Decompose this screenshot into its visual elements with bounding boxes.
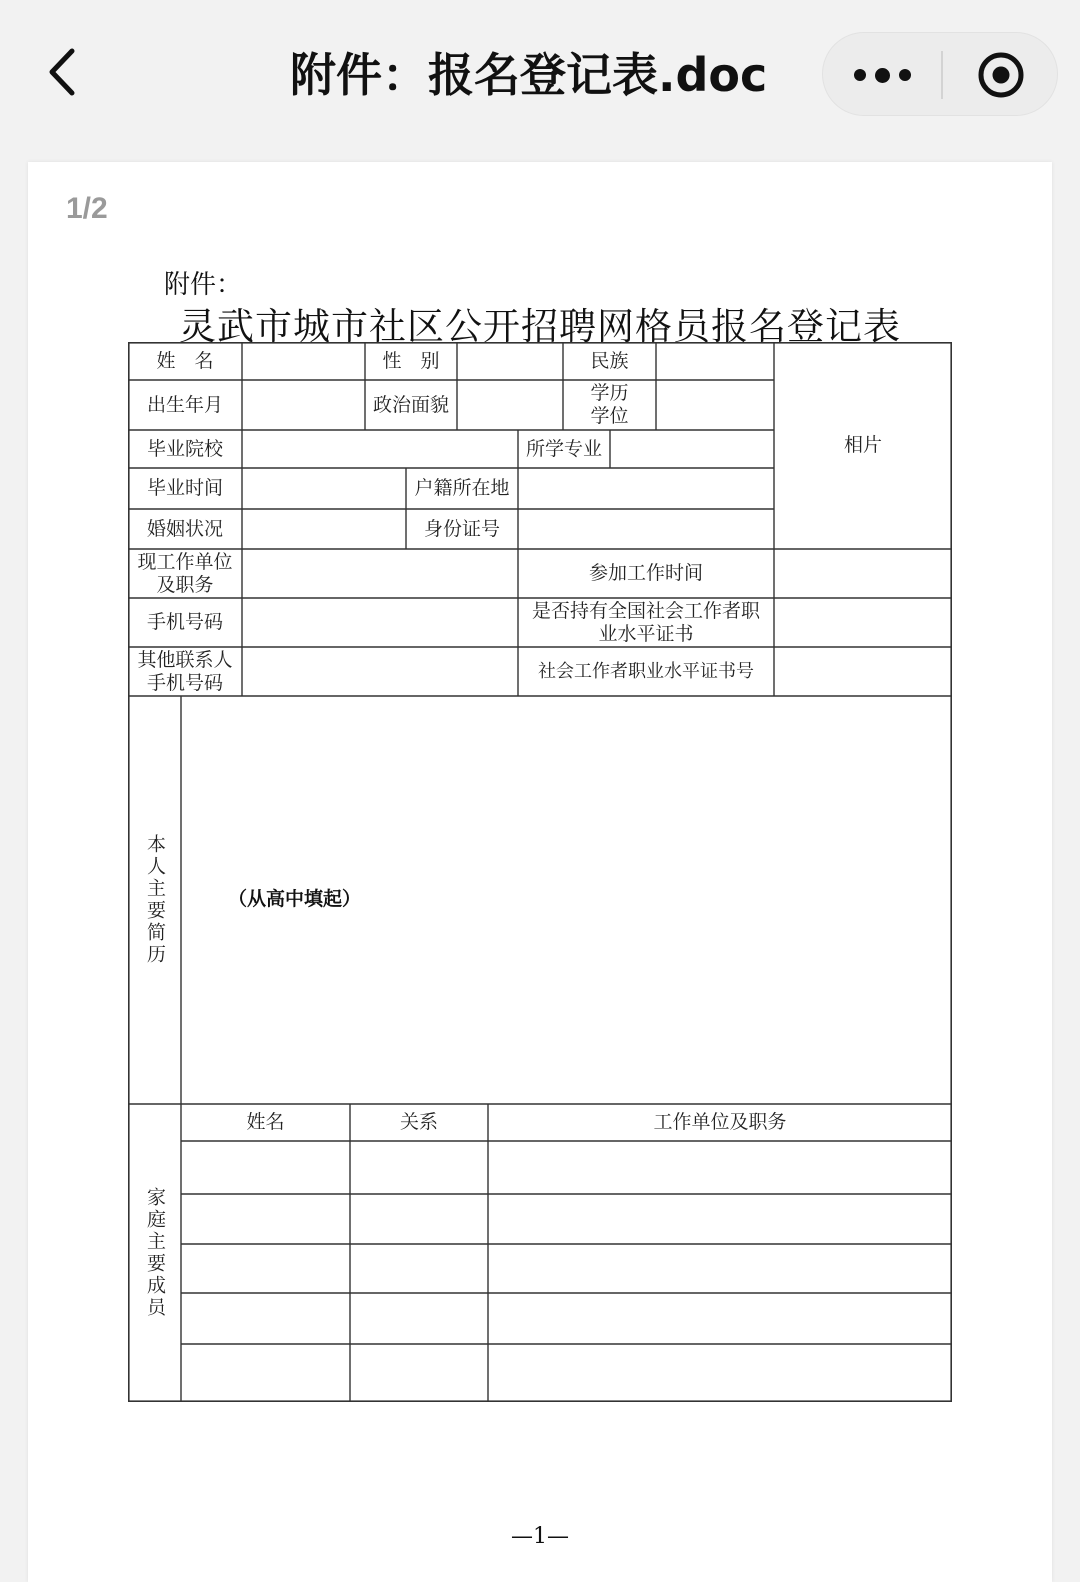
label-birth: 出生年月 — [146, 393, 223, 416]
photo-box[interactable]: 相片 — [843, 434, 882, 456]
resume-label-text: 本人主要简历 — [144, 834, 166, 966]
label-household: 户籍所在地 — [414, 477, 510, 499]
mini-program-capsule — [822, 32, 1058, 116]
family-row-2-work[interactable] — [488, 1194, 952, 1244]
gender-field[interactable] — [457, 342, 563, 380]
label-work-start: 参加工作时间 — [588, 562, 703, 584]
other-contact-field[interactable] — [242, 647, 518, 696]
top-navigation-bar — [0, 0, 1080, 150]
name-field[interactable] — [242, 342, 365, 380]
family-row-3-name[interactable] — [181, 1244, 350, 1293]
family-row-1-work[interactable] — [488, 1141, 952, 1194]
school-field[interactable] — [242, 430, 518, 468]
work-start-field[interactable] — [774, 549, 952, 598]
label-education: 学历学位 — [590, 382, 629, 427]
household-field[interactable] — [518, 468, 774, 509]
label-other-contact: 其他联系人手机号码 — [137, 648, 233, 694]
family-row-1-relation[interactable] — [350, 1141, 488, 1194]
label-ethnicity: 民族 — [590, 349, 629, 372]
family-row-2-relation[interactable] — [350, 1194, 488, 1244]
label-grad-time: 毕业时间 — [146, 477, 223, 499]
family-row-5-name[interactable] — [181, 1344, 350, 1402]
cert-number-field[interactable] — [774, 647, 952, 696]
family-header-work: 工作单位及职务 — [653, 1111, 787, 1133]
label-gender: 性 别 — [382, 349, 440, 372]
family-row-5-relation[interactable] — [350, 1344, 488, 1402]
grad-time-field[interactable] — [242, 468, 406, 509]
label-cert-question: 是否持有全国社会工作者职业水平证书 — [531, 599, 760, 645]
current-job-field[interactable] — [242, 549, 518, 598]
political-field[interactable] — [457, 380, 563, 430]
form-title: 灵武市城市社区公开招聘网格员报名登记表 — [179, 305, 901, 348]
id-number-field[interactable] — [518, 509, 774, 549]
label-political: 政治面貌 — [372, 393, 449, 416]
ethnicity-field[interactable] — [656, 342, 774, 380]
family-row-3-work[interactable] — [488, 1244, 952, 1293]
label-current-job: 现工作单位及职务 — [137, 550, 233, 596]
family-row-5-work[interactable] — [488, 1344, 952, 1402]
label-school: 毕业院校 — [146, 437, 223, 460]
page-number: —1— — [511, 1524, 569, 1549]
more-button[interactable] — [823, 33, 941, 117]
page-indicator: 1/2 — [66, 192, 108, 225]
more-dots-icon — [854, 69, 866, 81]
family-header-name: 姓名 — [246, 1111, 285, 1133]
family-row-4-relation[interactable] — [350, 1293, 488, 1344]
label-major: 所学专业 — [525, 437, 602, 460]
label-name: 姓 名 — [156, 349, 214, 372]
cert-question-field[interactable] — [774, 598, 952, 647]
family-label-text: 家庭主要成员 — [144, 1187, 166, 1319]
more-dots-icon-right — [899, 69, 911, 81]
label-cert-number: 社会工作者职业水平证书号 — [538, 661, 754, 682]
back-button[interactable] — [30, 40, 94, 104]
document-page — [28, 162, 1052, 1582]
chevron-left-icon — [42, 45, 82, 99]
family-row-4-work[interactable] — [488, 1293, 952, 1344]
close-button[interactable] — [943, 33, 1059, 117]
label-id-number: 身份证号 — [423, 517, 500, 540]
target-circle-icon — [976, 50, 1026, 100]
mobile-field[interactable] — [242, 598, 518, 647]
more-dots-icon-center — [875, 68, 890, 83]
family-row-4-name[interactable] — [181, 1293, 350, 1344]
education-field[interactable] — [656, 380, 774, 430]
family-header-relation: 关系 — [399, 1111, 438, 1133]
family-row-3-relation[interactable] — [350, 1244, 488, 1293]
label-mobile: 手机号码 — [146, 611, 223, 633]
family-row-1-name[interactable] — [181, 1141, 350, 1194]
document-title: 附件：报名登记表.doc — [290, 48, 768, 102]
label-marital: 婚姻状况 — [146, 517, 223, 540]
marital-field[interactable] — [242, 509, 406, 549]
label-resume — [128, 696, 181, 1104]
registration-form-table — [128, 342, 952, 1402]
attachment-label: 附件： — [164, 270, 243, 300]
family-row-2-name[interactable] — [181, 1194, 350, 1244]
label-family — [128, 1104, 181, 1402]
resume-hint: （从高中填起） — [228, 888, 362, 910]
birth-field[interactable] — [242, 380, 365, 430]
major-field[interactable] — [610, 430, 774, 468]
